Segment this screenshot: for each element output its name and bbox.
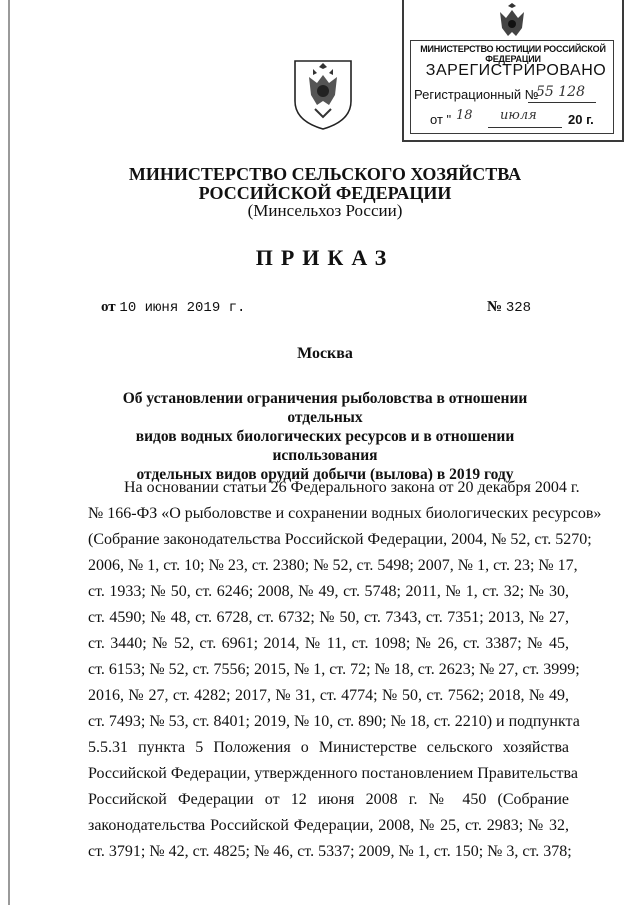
registration-stamp [402,0,624,142]
ministry-name-line2: РОССИЙСКОЙ ФЕДЕРАЦИИ [198,183,452,203]
stamp-registered: ЗАРЕГИСТРИРОВАНО [425,62,607,79]
stamp-reg-number-label: Регистрационный № [414,87,539,102]
order-title [85,389,565,484]
stamp-date-prefix: от " [430,112,452,127]
body-line: ст. 6153; № 52, ст. 7556; 2015, № 1, ст. 72; № 18, ст. 2623; № 27, ст. 3999; [88,661,580,678]
stamp-date-day: 18 [456,108,473,123]
stamp-reg-number-value: 55 128 [536,84,585,100]
stamp-emblem-icon [492,2,532,42]
stamp-number-underline [528,102,596,103]
order-number-prefix: № [487,299,503,315]
body-line: 2016, № 27, ст. 4282; 2017, № 31, ст. 4774; № 50, ст. 7562; 2018, № 49, [88,687,569,704]
body-line: Российской Федерации, утвержденного постановлением Правительства [88,765,578,782]
coat-of-arms-icon [291,55,355,131]
ministry-name-line1: МИНИСТЕРСТВО СЕЛЬСКОГО ХОЗЯЙСТВА [128,164,522,184]
body-line: (Собрание законодательства Российской Федерации, 2004, № 52, ст. 5270; [88,531,592,548]
body-line: ст. 3440; № 52, ст. 6961; 2014, № 11, ст. 1098; № 26, ст. 3387; № 45, [88,635,569,652]
body-line: ст. 7493; № 53, ст. 8401; 2019, № 10, ст. 890; № 18, ст. 2210) и подпункта [88,713,580,730]
body-line: 5.5.31 пункта 5 Положения о Министерстве сельского хозяйства [88,739,569,756]
order-date-prefix: от [101,299,116,315]
stamp-date-underline [488,127,562,128]
body-line: законодательства Российской Федерации, 2008, № 25, ст. 2983; № 32, [88,817,569,834]
ministry-short-name: (Минсельхоз России) [247,201,403,220]
title-line: отдельных видов орудий добычи (вылова) в 2019 году [136,466,514,483]
body-line: 2006, № 1, ст. 10; № 23, ст. 2380; № 52, ст. 5498; 2007, № 1, ст. 23; № 17, [88,557,578,574]
order-number-value: 328 [505,300,532,316]
title-line: видов водных биологических ресурсов и в отношении использования [135,428,515,464]
body-line: ст. 3791; № 42, ст. 4825; № 46, ст. 5337; 2009, № 1, ст. 150; № 3, ст. 378; [88,843,572,860]
stamp-date-year: 20 г. [568,112,594,127]
order-number [487,299,531,316]
body-line: Российской Федерации от 12 июня 2008 г. № 450 (Собрание [88,791,569,808]
scan-edge [8,0,10,905]
order-date-value: 10 июня 2019 г. [119,300,246,316]
stamp-date-month: июля [500,108,537,123]
stamp-ministry-name: МИНИСТЕРСТВО ЮСТИЦИИ РОССИЙСКОЙ ФЕДЕРАЦИИ [420,44,606,64]
body-line: ст. 1933; № 50, ст. 6246; 2008, № 49, ст. 5748; 2011, № 1, ст. 32; № 30, [88,583,569,600]
document-type: ПРИКАЗ [255,245,395,270]
city: Москва [297,345,353,362]
body-line: ст. 4590; № 48, ст. 6728, ст. 6732; № 50, ст. 7343, ст. 7351; 2013, № 27, [88,609,569,626]
body-line: № 166-ФЗ «О рыболовстве и сохранении водных биологических ресурсов» [88,505,602,522]
order-date [101,299,245,316]
title-line: Об установлении ограничения рыболовства в отношении отдельных [122,390,528,426]
body-line: На основании статьи 26 Федерального закона от 20 декабря 2004 г. [124,479,580,496]
